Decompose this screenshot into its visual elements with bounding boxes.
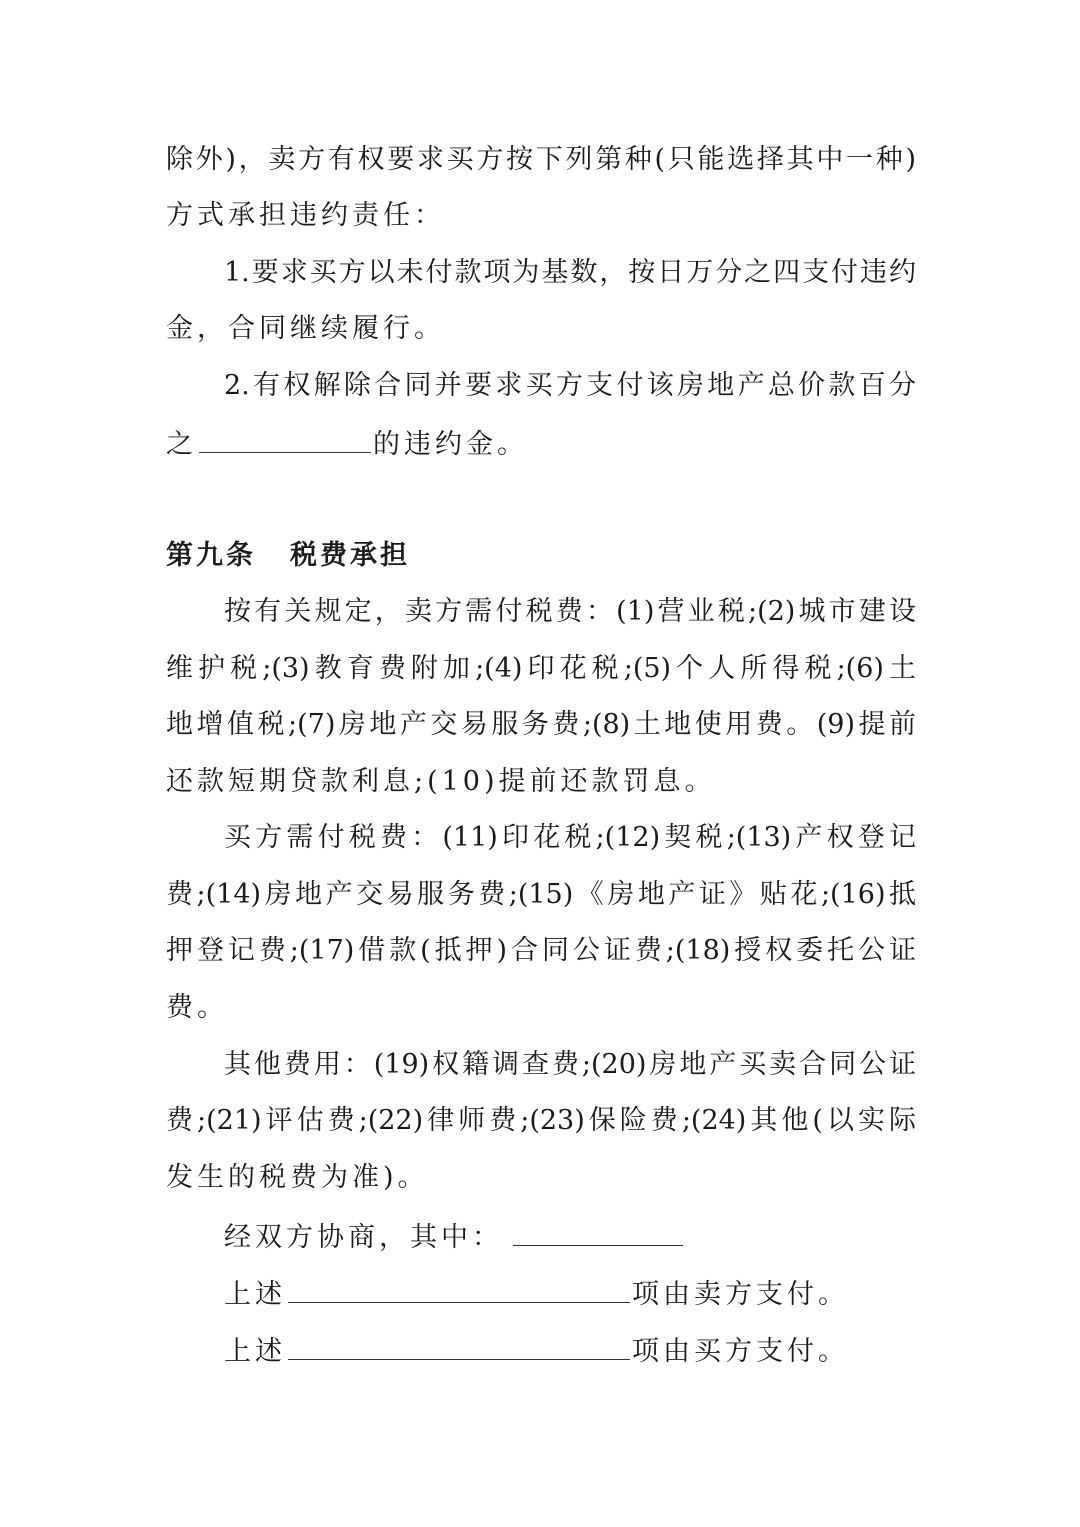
seller-fees-line: 还款短期贷款利息;(10)提前还款罚息。 [166, 766, 716, 797]
option-2-prefix: 之 [166, 429, 197, 460]
agreement-line [224, 1215, 916, 1258]
option-1-line: 金，合同继续履行。 [166, 313, 445, 344]
paragraph-line: 除外)，卖方有权要求买方按下列第种(只能选择其中一种) [166, 144, 916, 175]
buyer-fees-line: 费;(14)房地产交易服务费;(15)《房地产证》贴花;(16)抵 [166, 879, 916, 910]
option-2-suffix: 的违约金。 [373, 429, 528, 460]
agreement-prefix: 经双方协商，其中： [224, 1222, 503, 1253]
buyer-fees-line: 费。 [166, 992, 228, 1023]
buyer-pays-prefix: 上述 [224, 1336, 286, 1367]
agreement-blank[interactable] [513, 1215, 683, 1246]
other-fees-line: 其他费用：(19)权籍调查费;(20)房地产买卖合同公证 [224, 1049, 916, 1080]
buyer-fees-line: 押登记费;(17)借款(抵押)合同公证费;(18)授权委托公证 [166, 935, 916, 966]
seller-pays-suffix: 项由卖方支付。 [632, 1279, 849, 1310]
seller-fees-line: 按有关规定，卖方需付税费：(1)营业税;(2)城市建设 [224, 596, 916, 627]
seller-fees-line: 维护税;(3)教育费附加;(4)印花税;(5)个人所得税;(6)土 [166, 653, 916, 684]
option-2-line: 2.有权解除合同并要求买方支付该房地产总价款百分 [224, 370, 916, 401]
option-1-line: 1.要求买方以未付款项为基数，按日万分之四支付违约 [224, 257, 916, 288]
buyer-pays-suffix: 项由买方支付。 [632, 1336, 849, 1367]
article-title: 税费承担 [290, 540, 410, 571]
seller-pays-prefix: 上述 [224, 1279, 286, 1310]
article-heading [166, 536, 916, 576]
seller-fees-line: 地增值税;(7)房地产交易服务费;(8)土地使用费。(9)提前 [166, 709, 916, 740]
other-fees-line: 费;(21)评估费;(22)律师费;(23)保险费;(24)其他(以实际 [166, 1105, 916, 1136]
other-fees-line: 发生的税费为准)。 [166, 1162, 429, 1193]
buyer-fees-line: 买方需付税费：(11)印花税;(12)契税;(13)产权登记 [224, 822, 916, 853]
article-number: 第九条 [166, 540, 256, 571]
seller-pays-blank[interactable] [288, 1272, 630, 1303]
paragraph-line: 方式承担违约责任： [166, 200, 445, 231]
penalty-percentage-blank[interactable] [199, 422, 371, 453]
buyer-pays-blank[interactable] [288, 1329, 630, 1360]
buyer-pays-line [224, 1329, 916, 1372]
seller-pays-line [224, 1272, 916, 1315]
option-2-line-with-blank [166, 422, 916, 465]
